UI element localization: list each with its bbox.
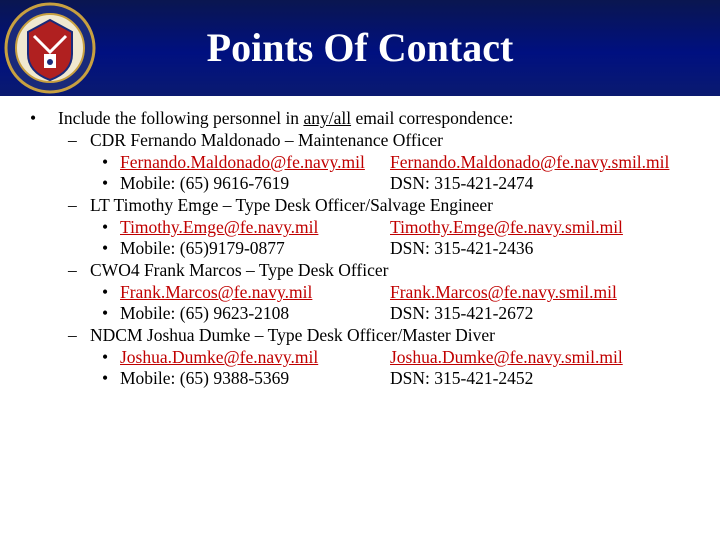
dsn-number: DSN: 315-421-2672 — [390, 303, 534, 323]
bullet-dot: • — [102, 303, 109, 323]
intro-suffix: email correspondence: — [351, 108, 514, 128]
bullet-dot: • — [102, 347, 109, 367]
dash-marker: – — [68, 325, 77, 345]
dsn-number: DSN: 315-421-2436 — [390, 238, 534, 258]
bullet-dot: • — [102, 282, 109, 302]
bullet-dot: • — [102, 217, 109, 237]
dsn-number: DSN: 315-421-2452 — [390, 368, 534, 388]
bullet-dot: • — [30, 108, 37, 128]
mobile-number: Mobile: (65) 9616-7619 — [120, 173, 290, 193]
intro-prefix: Include the following personnel in — [58, 108, 304, 128]
email-nipr-link[interactable]: Joshua.Dumke@fe.navy.mil — [120, 347, 319, 367]
bullet-dot: • — [102, 368, 109, 388]
contact-name: LT Timothy Emge – Type Desk Officer/Salvage Engineer — [90, 195, 494, 215]
bullet-dot: • — [102, 152, 109, 172]
contact-name: NDCM Joshua Dumke – Type Desk Officer/Master Diver — [90, 325, 495, 345]
bullet-dot: • — [102, 173, 109, 193]
contact-name: CWO4 Frank Marcos – Type Desk Officer — [90, 260, 389, 280]
email-sipr-link[interactable]: Timothy.Emge@fe.navy.smil.mil — [390, 217, 623, 237]
email-nipr-link[interactable]: Timothy.Emge@fe.navy.mil — [120, 217, 319, 237]
email-sipr-link[interactable]: Joshua.Dumke@fe.navy.smil.mil — [390, 347, 623, 367]
email-sipr-link[interactable]: Fernando.Maldonado@fe.navy.smil.mil — [390, 152, 670, 172]
dash-marker: – — [68, 130, 77, 150]
mobile-number: Mobile: (65) 9388-5369 — [120, 368, 290, 388]
mobile-number: Mobile: (65) 9623-2108 — [120, 303, 290, 323]
dsn-number: DSN: 315-421-2474 — [390, 173, 534, 193]
mobile-number: Mobile: (65)9179-0877 — [120, 238, 285, 258]
email-nipr-link[interactable]: Frank.Marcos@fe.navy.mil — [120, 282, 313, 302]
dash-marker: – — [68, 260, 77, 280]
email-nipr-link[interactable]: Fernando.Maldonado@fe.navy.mil — [120, 152, 365, 172]
bullet-dot: • — [102, 238, 109, 258]
intro-text — [58, 108, 513, 129]
contact-name: CDR Fernando Maldonado – Maintenance Officer — [90, 130, 443, 150]
email-sipr-link[interactable]: Frank.Marcos@fe.navy.smil.mil — [390, 282, 617, 302]
intro-underlined: any/all — [303, 108, 352, 128]
dash-marker: – — [68, 195, 77, 215]
slide-title: Points Of Contact — [206, 25, 514, 70]
title-banner — [0, 0, 720, 96]
